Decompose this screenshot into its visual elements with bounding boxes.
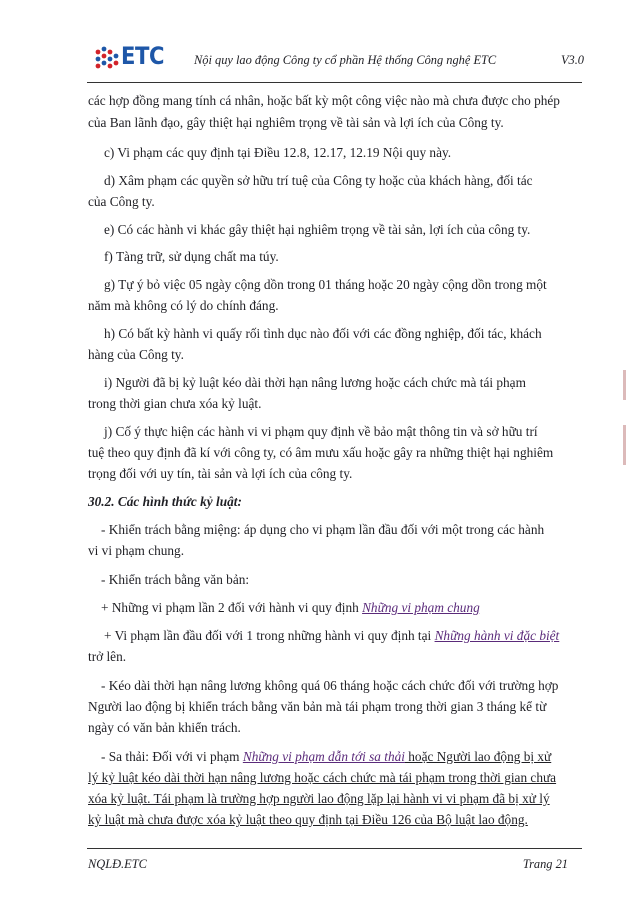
item-text: hoặc Người lao động bị xử: [404, 749, 552, 764]
item-j-line3: trọng đối với uy tín, tài sản và lợi ích của công ty.: [88, 466, 353, 481]
header-rule: [87, 82, 582, 83]
logo-dots-icon: [94, 46, 120, 72]
logo-text: ETC: [121, 42, 165, 70]
paragraph-line: của Ban lãnh đạo, gây thiệt hại nghiêm trọng về tài sản và lợi ích của Công ty.: [88, 115, 504, 130]
written-reprimand-item1: [88, 597, 589, 620]
verbal-reprimand-line2: vi vi phạm chung.: [88, 543, 185, 558]
section-heading: 30.2. Các hình thức kỷ luật:: [88, 494, 242, 509]
dismissal-line2: lý kỷ luật kéo dài thời hạn nâng lương hoặc cách chức mà tái phạm trong thời gian chưa: [88, 770, 557, 785]
salary-extension-line3: ngày có văn bản khiển trách.: [88, 720, 241, 735]
dismissal-line4: kỷ luật mà chưa được xóa kỷ luật theo quy định tại Điều 126 của Bộ luật lao động.: [88, 812, 528, 827]
scan-mark: [623, 370, 626, 400]
link-nhung-vi-pham-dan-toi-sa-thai[interactable]: Những vi phạm dẫn tới sa thải: [242, 749, 405, 764]
salary-extension-line1: - Kéo dài thời hạn nâng lương không quá 06 tháng hoặc cách chức đối với trường hợp: [101, 678, 559, 693]
dismissal-line1: [88, 746, 589, 769]
written-reprimand-item2: [88, 625, 592, 648]
item-d-line1: d) Xâm phạm các quyền sở hữu trí tuệ của Công ty hoặc của khách hàng, đối tác: [104, 173, 533, 188]
written-reprimand-item2-line2: trở lên.: [88, 649, 127, 664]
item-text: - Sa thải: Đối với vi phạm: [101, 749, 243, 764]
salary-extension-line2: Người lao động bị khiển trách bằng văn bản mà tái phạm trong thời gian 3 tháng kể từ: [88, 699, 547, 714]
item-i-line2: trong thời gian chưa xóa kỷ luật.: [88, 396, 262, 411]
paragraph-line: các hợp đồng mang tính cá nhân, hoặc bất kỳ một công việc nào mà chưa được cho phép: [88, 93, 560, 108]
item-e: e) Có các hành vi khác gây thiệt hại nghiêm trọng về tài sản, lợi ích của công ty.: [104, 222, 531, 237]
item-text: + Vi phạm lần đầu đối với 1 trong những hành vi quy định tại: [104, 628, 435, 643]
item-text: + Những vi phạm lần 2 đối với hành vi quy định: [101, 600, 363, 615]
etc-logo: [94, 42, 174, 74]
page-header: [88, 40, 584, 80]
item-j-line2: tuệ theo quy định đã kí với công ty, có âm mưu xấu hoặc gây ra những thiệt hại nghiêm: [88, 445, 554, 460]
dismissal-line3: xóa kỷ luật. Tái phạm là trường hợp người lao động lặp lại hành vi vi phạm đã bị xử lý: [88, 791, 550, 806]
page-number: Trang 21: [522, 857, 568, 871]
item-g-line1: g) Tự ý bỏ việc 05 ngày cộng dồn trong 01 tháng hoặc 20 ngày cộng dồn trong một: [104, 277, 547, 292]
verbal-reprimand-line1: - Khiển trách bằng miệng: áp dụng cho vi phạm lần đầu đối với một trong các hành: [101, 522, 545, 537]
footer-doc-code: NQLĐ.ETC: [88, 857, 147, 871]
item-h-line1: h) Có bất kỳ hành vi quấy rối tình dục nào đối với các đồng nghiệp, đối tác, khách: [104, 326, 542, 341]
header-version: V3.0: [560, 53, 584, 67]
footer-rule: [87, 848, 582, 849]
written-reprimand: - Khiển trách bằng văn bản:: [101, 572, 250, 587]
item-h-line2: hàng của Công ty.: [88, 347, 184, 362]
header-title: Nội quy lao động Công ty cổ phần Hệ thống Công nghệ ETC: [194, 53, 497, 67]
item-f: f) Tàng trữ, sử dụng chất ma túy.: [104, 249, 279, 264]
item-d-line2: của Công ty.: [88, 194, 155, 209]
link-nhung-hanh-vi-dac-biet[interactable]: Những hành vi đặc biệt: [434, 628, 560, 643]
link-nhung-vi-pham-chung[interactable]: Những vi phạm chung: [362, 600, 480, 615]
item-i-line1: i) Người đã bị kỷ luật kéo dài thời hạn nâng lương hoặc cách chức mà tái phạm: [104, 375, 526, 390]
scan-mark: [623, 425, 626, 465]
item-g-line2: năm mà không có lý do chính đáng.: [88, 298, 279, 313]
item-j-line1: j) Cố ý thực hiện các hành vi vi phạm quy định về bảo mật thông tin và sở hữu trí: [104, 424, 538, 439]
item-c: c) Vi phạm các quy định tại Điều 12.8, 12.17, 12.19 Nội quy này.: [104, 145, 452, 160]
